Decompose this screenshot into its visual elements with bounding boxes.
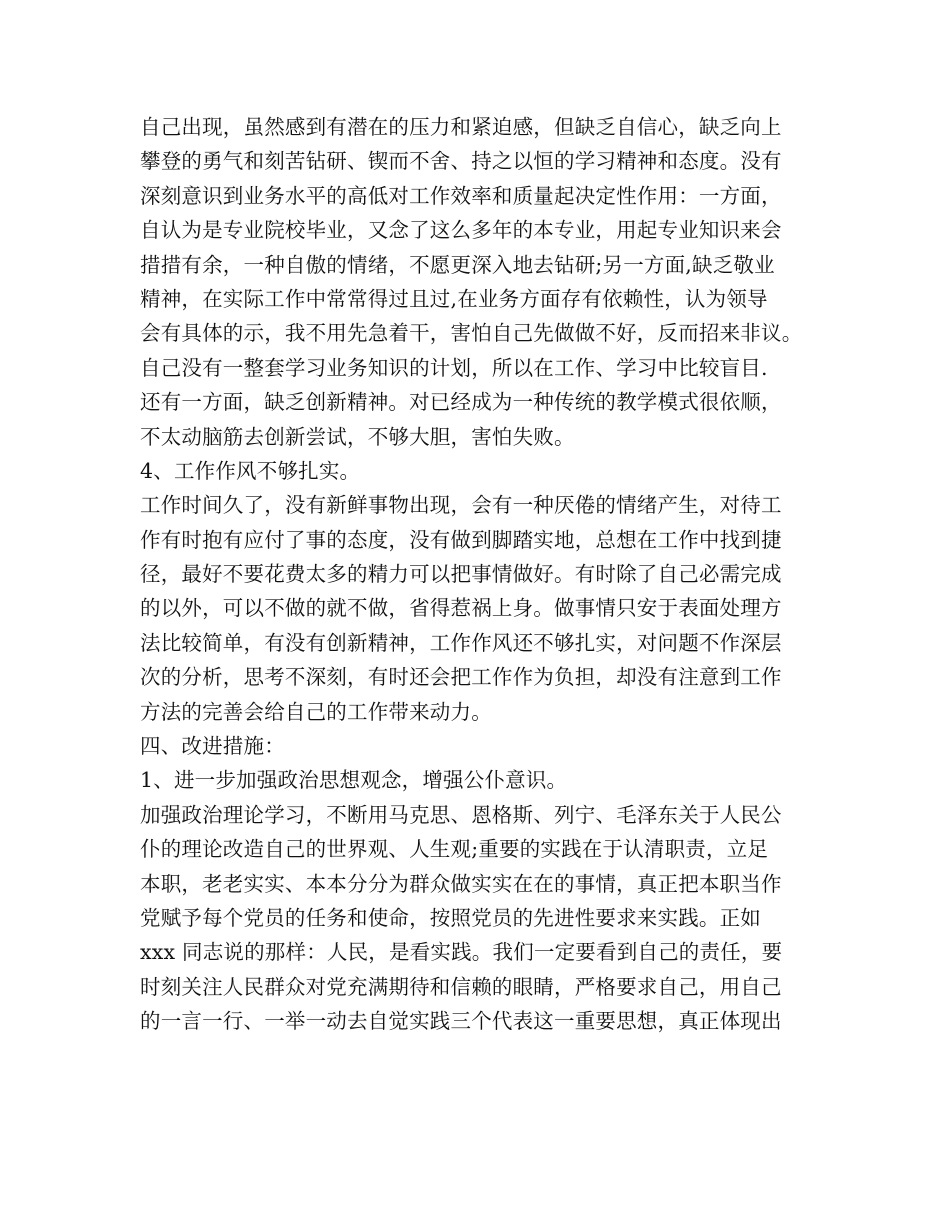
text-line: 深刻意识到业务水平的高低对工作效率和质量起决定性作用：一方面， [140, 183, 782, 208]
text-line: 自己没有一整套学习业务知识的计划，所以在工作、学习中比较盲目. [140, 355, 768, 380]
section-heading: 4、工作作风不够扎实。 [140, 458, 361, 483]
text-line: 方法的完善会给自己的工作带来动力。 [140, 699, 492, 724]
text-line: 不太动脑筋去创新尝试，不够大胆，害怕失败。 [140, 424, 575, 449]
text-line: 的以外，可以不做的就不做，省得惹祸上身。做事情只安于表面处理方 [140, 596, 782, 621]
text-line: 本职，老老实实、本本分分为群众做实实在在的事情，真正把本职当作 [140, 871, 782, 896]
document-body [140, 110, 830, 1039]
text-line: 法比较简单，有没有创新精神，工作作风还不够扎实，对问题不作深层 [140, 630, 782, 655]
text-line: 的一言一行、一举一动去自觉实践三个代表这一重要思想，真正体现出 [140, 1009, 782, 1034]
text-line: 径，最好不要花费太多的精力可以把事情做好。有时除了自己必需完成 [140, 562, 782, 587]
text-line: 还有一方面，缺乏创新精神。对已经成为一种传统的教学模式很依顺， [140, 390, 782, 415]
text-line: 自认为是专业院校毕业，又念了这么多年的本专业，用起专业知识来会 [140, 218, 782, 243]
text-line: 自己出现，虽然感到有潜在的压力和紧迫感，但缺乏自信心，缺乏向上 [140, 115, 782, 139]
text-line: 加强政治理论学习，不断用马克思、恩格斯、列宁、毛泽东关于人民公 [140, 802, 782, 827]
text-line: 会有具体的示，我不用先急着干，害怕自己先做做不好，反而招来非议。 [140, 321, 803, 346]
text-line: 时刻关注人民群众对党充满期待和信赖的眼睛，严格要求自己，用自己 [140, 974, 782, 999]
text-line: 精神，在实际工作中常常得过且过,在业务方面存有依赖性，认为领导 [140, 286, 768, 311]
section-heading: 四、改进措施： [140, 734, 285, 759]
text-line: 攀登的勇气和刻苦钻研、锲而不舍、持之以恒的学习精神和态度。没有 [140, 149, 782, 174]
text-line: 措措有余，一种自傲的情绪，不愿更深入地去钻研;另一方面,缺乏敬业 [140, 252, 775, 277]
text-line: xxx 同志说的那样：人民，是看实践。我们一定要看到自己的责任，要 [140, 940, 783, 965]
text-line: 次的分析，思考不深刻，有时还会把工作作为负担，却没有注意到工作 [140, 665, 782, 690]
text-line: 工作时间久了，没有新鲜事物出现，会有一种厌倦的情绪产生，对待工 [140, 493, 782, 518]
text-line: 仆的理论改造自己的世界观、人生观;重要的实践在于认清职责，立足 [140, 837, 769, 862]
text-line: 党赋予每个党员的任务和使命，按照党员的先进性要求来实践。正如 [140, 905, 761, 930]
subsection-heading: 1、进一步加强政治思想观念，增强公仆意识。 [140, 768, 568, 793]
text-line: 作有时抱有应付了事的态度，没有做到脚踏实地，总想在工作中找到捷 [140, 527, 782, 552]
